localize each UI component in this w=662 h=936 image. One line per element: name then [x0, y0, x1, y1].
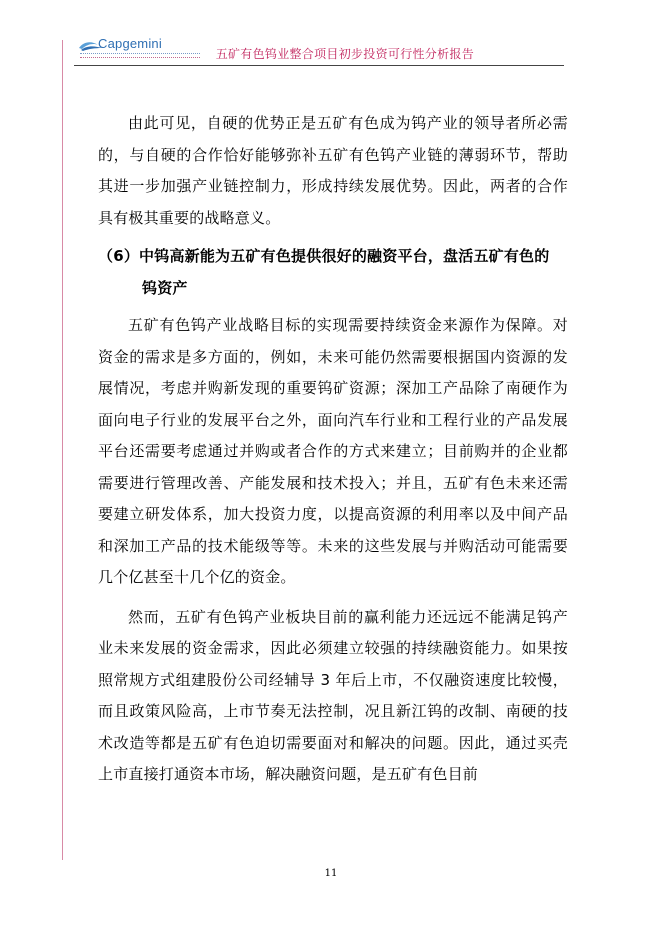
- paragraph-financing: 然而，五矿有色钨产业板块目前的赢利能力还远远不能满足钨产业未来发展的资金需求，因此必须建立较强的持续融资能力。如果按照常规方式组建股份公司经辅导 3 年后上市，不仅融资速度比较慢，而且政策风险高，上市节奏无法控制，况且新江钨的改制、南硬的技术改造等都是五矿有色迫切需要面对和解决的问题。因此，通过买壳上市直接打通资本市场，解决融资问题，是五矿有色目前: [98, 607, 568, 783]
- section-title-line2: 钨资产: [142, 279, 188, 297]
- left-margin-line: [62, 40, 63, 860]
- logo-tagline-decoration: [80, 53, 200, 58]
- section-number: （6）: [98, 247, 140, 265]
- paragraph-conclusion: 由此可见，自硬的优势正是五矿有色成为钨产业的领导者所必需的，与自硬的合作恰好能够弥补五矿有色钨产业链的薄弱环节，帮助其进一步加强产业链控制力，形成持续发展优势。因此，两者的合作具有极其重要的战略意义。: [98, 114, 568, 227]
- document-body: [98, 108, 568, 791]
- logo-text: Capgemini: [98, 36, 162, 51]
- section-heading: [98, 240, 568, 304]
- page-number: 11: [324, 868, 338, 879]
- header-rule: [74, 65, 564, 66]
- section-title-line1: 中钨高新能为五矿有色提供很好的融资平台，盘活五矿有色的: [139, 247, 550, 265]
- paragraph-funding-needs: 五矿有色钨产业战略目标的实现需要持续资金来源作为保障。对资金的需求是多方面的，例如，未来可能仍然需要根据国内资源的发展情况，考虑并购新发现的重要钨矿资源；深加工产品除了南硬作为面向电子行业的发展平台之外，面向汽车行业和工程行业的产品发展平台还需要考虑通过并购或者合作的方式来建立；目前购并的企业都需要进行管理改善、产能发展和技术投入；并且，五矿有色未来还需要建立研发体系，加大投资力度，以提高资源的利用率以及中间产品和深加工产品的技术能级等等。未来的这些发展与并购活动可能需要几个亿甚至十几个亿的资金。: [98, 316, 568, 586]
- page-header: [74, 32, 564, 66]
- header-title: 五矿有色钨业整合项目初步投资可行性分析报告: [215, 47, 474, 61]
- capgemini-logo: [74, 34, 214, 64]
